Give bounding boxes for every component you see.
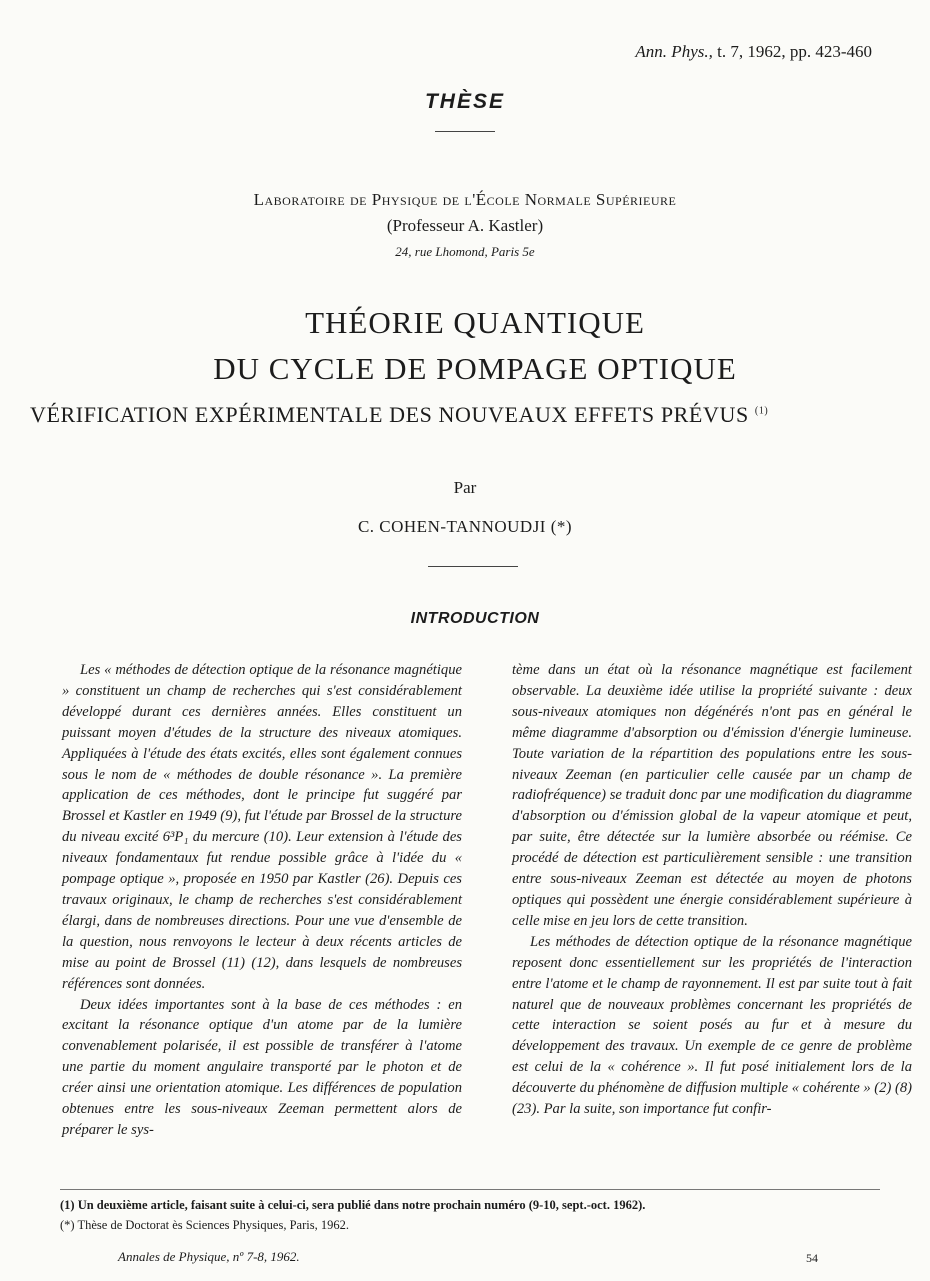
title-divider (435, 131, 495, 132)
subtitle (30, 402, 930, 428)
title-line-2: DU CYCLE DE POMPAGE OPTIQUE (213, 351, 737, 386)
by-label: Par (453, 478, 477, 497)
author: C. COHEN-TANNOUDJI (*) (357, 517, 573, 536)
subtitle-footnote-marker: (1) (754, 405, 769, 417)
footnote-rule (60, 1189, 880, 1190)
author-divider (428, 566, 518, 567)
laboratory: Laboratoire de Physique de l'École Normale Supérieure (253, 190, 677, 209)
left-column (62, 660, 462, 1141)
paragraph: Les « méthodes de détection optique de la résonance magnétique » constituent un champ de recherches qui s'est considérablement développé durant ces dernières années. Elles constituent un puissant moyen d'études de la structure des niveaux atomiques. Appliquées à l'étude des états excités, elles sont également connues sous le nom de « méthodes de double résonance ». La première application de ces méthodes, dont le principe fut suggéré par Brossel et Kastler en 1949 (9), fut l'étude par Brossel de la structure du niveau excité 6³P₁ du mercure (10). Leur extension à l'étude des niveaux fondamentaux fut rendue possible grâce à l'idée du « pompage optique », proposée en 1950 par Kastler (26). Depuis ces travaux originaux, le champ de recherches s'est considérablement élargi, dans de nombreuses directions. Pour une vue d'ensemble de la question, nous renvoyons le lecteur à deux récents articles de mise au point de Brossel (11) (12), dans lesquels de nombreuses références sont données. (62, 662, 462, 992)
right-column (512, 660, 912, 1120)
citation-details: t. 7, 1962, pp. 423-460 (717, 42, 872, 61)
paragraph: Deux idées importantes sont à la base de ces méthodes : en excitant la résonance optique d'un atome par de la lumière convenablement polarisée, il est possible de transférer à l'atome une partie du moment angulaire transporté par le photon et de créer ainsi une orientation atomique. Les différences de population obtenues entre les sous-niveaux Zeeman permettent alors de préparer le sys- (62, 996, 462, 1138)
address: 24, rue Lhomond, Paris 5e (395, 244, 535, 259)
footnote-2: (*) Thèse de Doctorat ès Sciences Physiques, Paris, 1962. (60, 1218, 349, 1232)
title-line-1: THÉORIE QUANTIQUE (305, 305, 645, 340)
introduction-heading: INTRODUCTION (410, 610, 540, 627)
footnote-1: (1) Un deuxième article, faisant suite à celui-ci, sera publié dans notre prochain numéro (9-10, sept.-oct. 1962). (60, 1198, 646, 1212)
section-label: THÈSE (424, 90, 505, 113)
citation-journal: Ann. Phys., (635, 42, 713, 61)
page-number: 54 (806, 1251, 818, 1265)
paragraph: tème dans un état où la résonance magnétique est facilement observable. La deuxième idée utilise la propriété suivante : deux sous-niveaux atomiques non dégénérés n'ont pas en général le même diagramme d'absorption ou d'émission d'énergie lumineuse. Toute variation de la répartition des populations entre les sous-niveaux Zeeman (en particulier celle causée par un champ de radiofréquence) se traduit donc par une modification du diagramme d'absorption ou d'émission global de la vapeur atomique et peut, par suite, être détectée sur la lumière absorbée ou réémise. Ce procédé de détection est particulièrement sensible : une transition entre sous-niveaux Zeeman est détectée au moyen de photons optiques qui possèdent une énergie considérablement supérieure à celle mise en jeu lors de cette transition. (512, 662, 912, 929)
professor: (Professeur A. Kastler) (386, 216, 544, 235)
journal-citation (635, 42, 872, 62)
subtitle-text: VÉRIFICATION EXPÉRIMENTALE DES NOUVEAUX EFFETS PRÉVUS (30, 402, 749, 427)
paragraph: Les méthodes de détection optique de la résonance magnétique reposent donc essentiellement sur les propriétés de l'interaction entre l'atome et le champ de rayonnement. Il est par suite tout à fait naturel que de nouveaux problèmes concernant les propriétés de cette interaction se soient posés au fur et à mesure du développement des travaux. Un exemple de ce genre de problème est celui de la « cohérence ». Il fut posé initialement lors de la découverte du phénomène de diffusion multiple « cohérente » (2) (8) (23). Par la suite, son importance fut confir- (512, 933, 912, 1118)
journal-footer: Annales de Physique, nº 7-8, 1962. (118, 1249, 300, 1264)
